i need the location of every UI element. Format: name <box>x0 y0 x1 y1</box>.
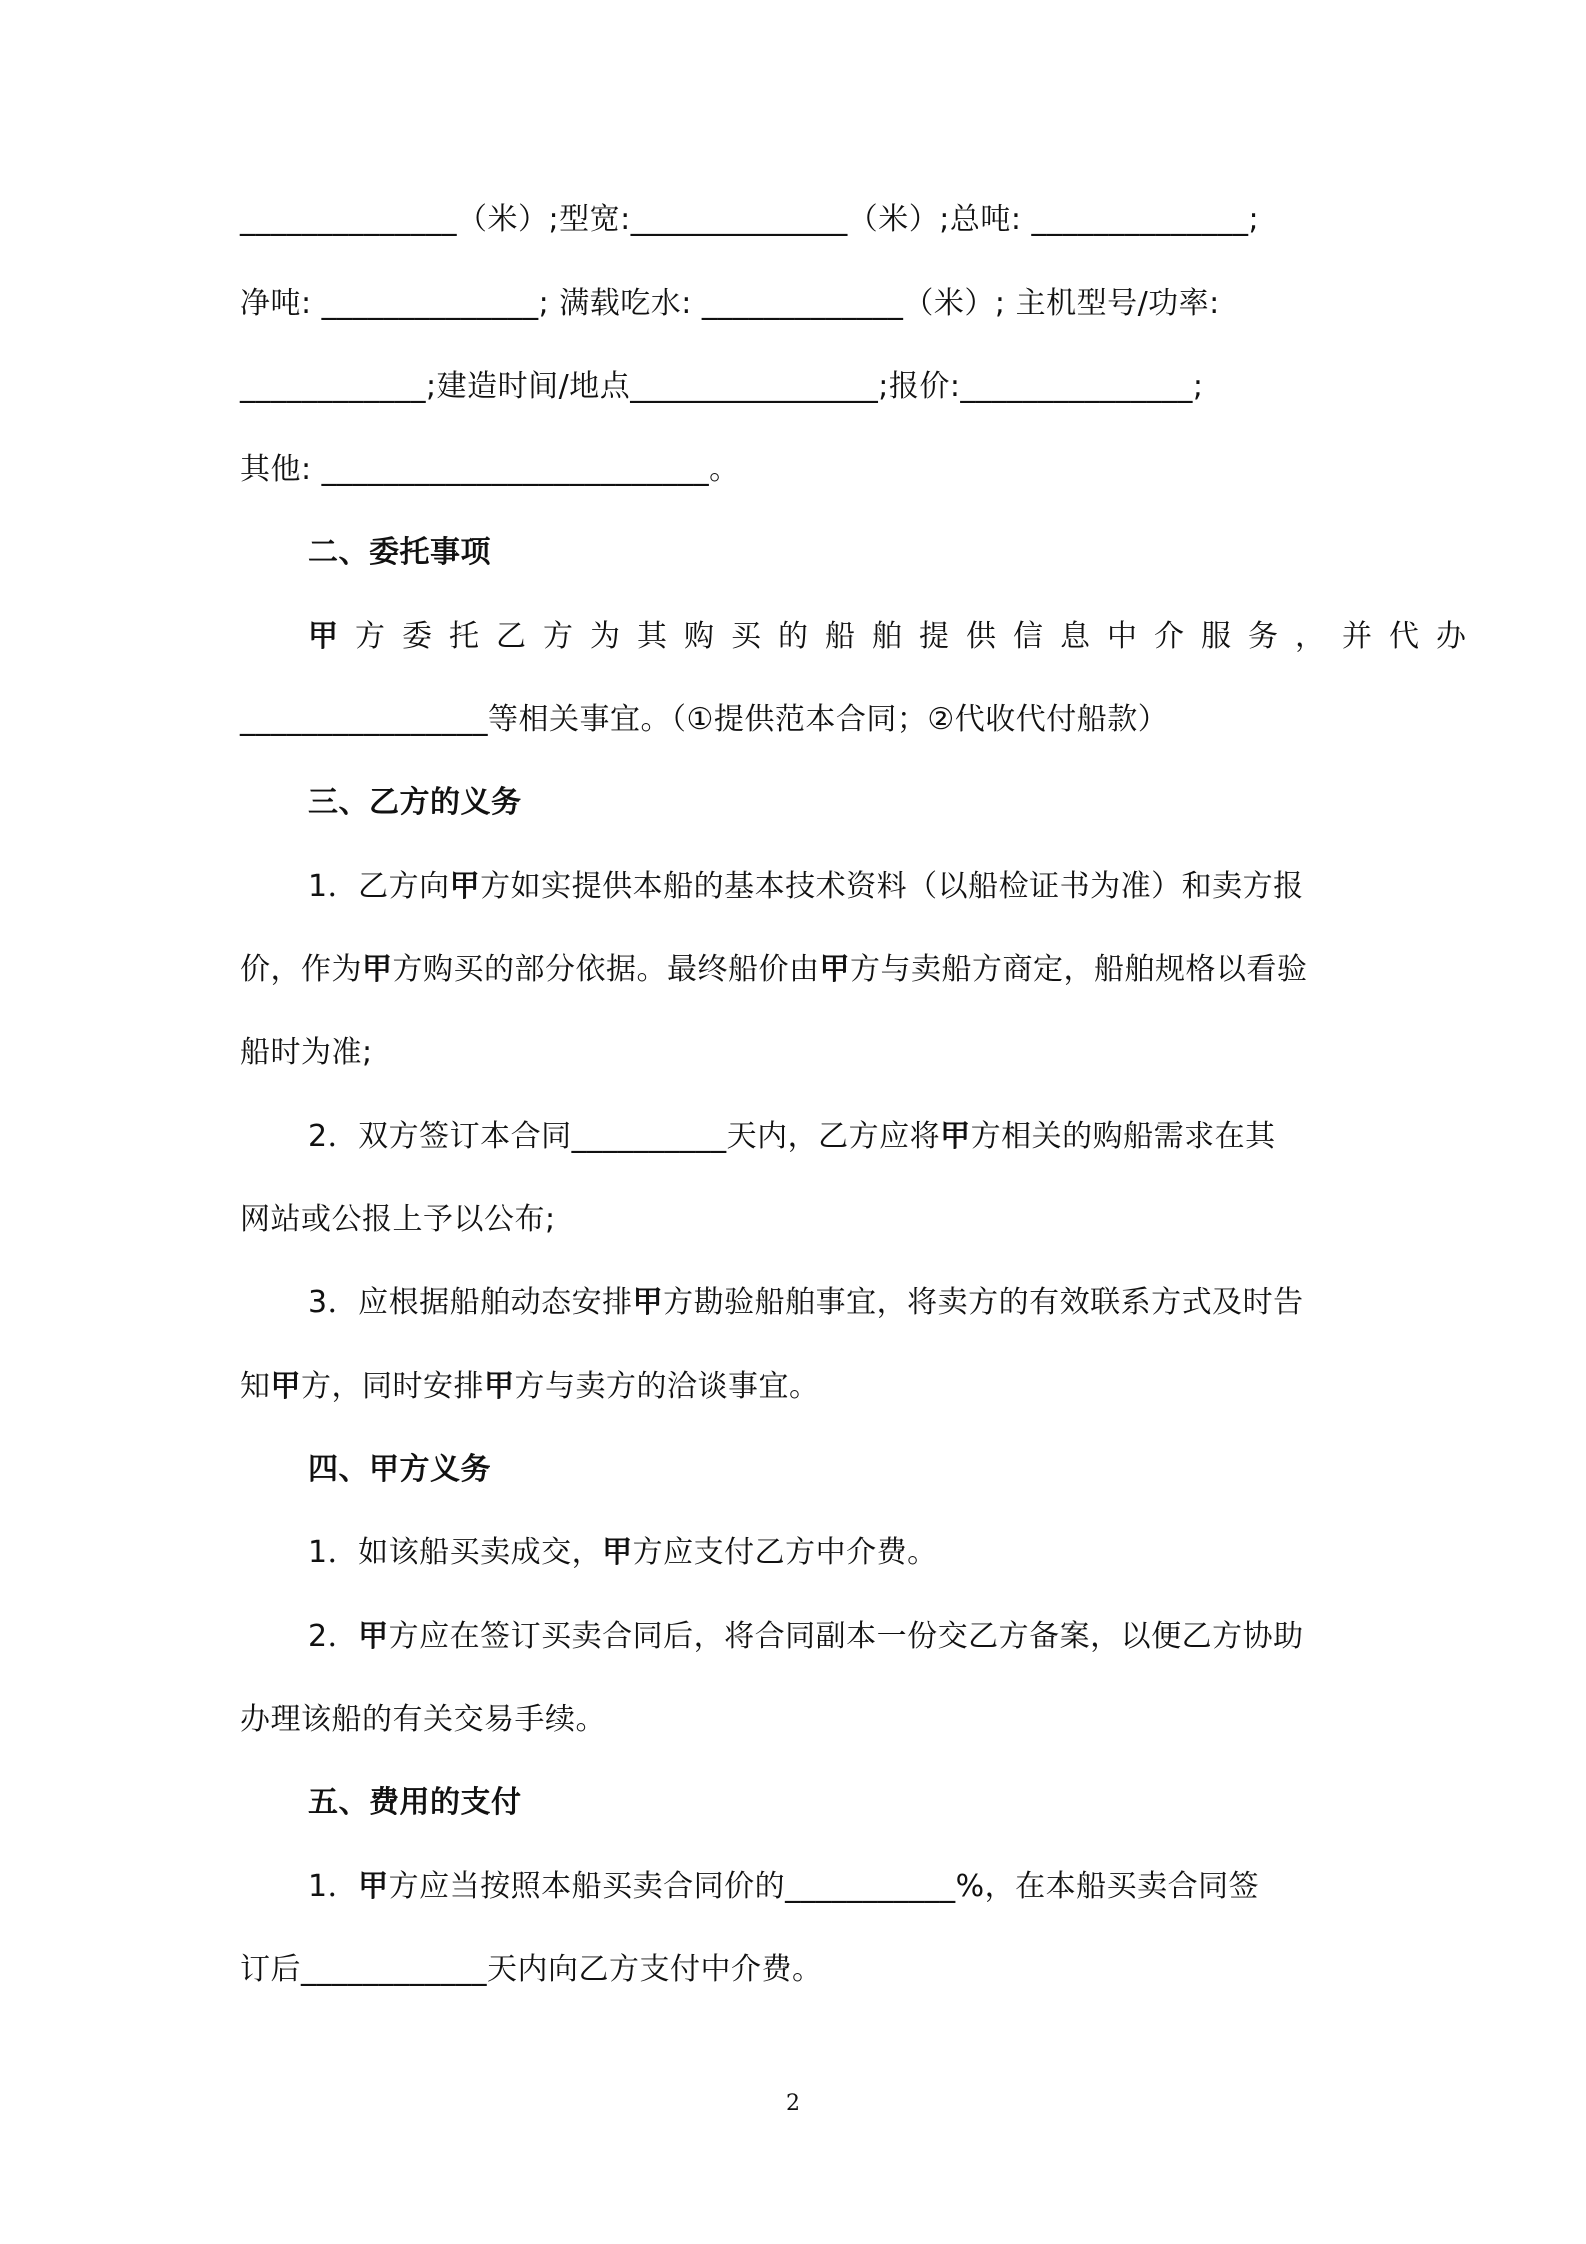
line-text: 方与卖方的洽谈事宜。 <box>514 1369 820 1404</box>
line-text: 1． <box>308 1869 359 1904</box>
line-text: 2．双方签订本合同__________天内，乙方应将 <box>308 1119 941 1154</box>
party-a-label: 甲 <box>449 869 481 904</box>
line-text: 知 <box>240 1369 271 1404</box>
line-text: 方，同时安排 <box>301 1369 484 1404</box>
line-text: 方应在签订买卖合同后，将合同副本一份交乙方备案，以便乙方协助 <box>388 1619 1304 1654</box>
page-number: 2 <box>786 2091 800 2116</box>
line-entrustment <box>0 617 1586 657</box>
line-text: 3．应根据船舶动态安排 <box>308 1285 633 1320</box>
line-text: ________________等相关事宜。（①提供范本合同；②代收代付船款） <box>240 702 1169 737</box>
party-a-label: 甲 <box>358 1619 389 1654</box>
line-obligation-2 <box>0 1117 1586 1157</box>
line-party-a-obligation-2 <box>0 1617 1586 1657</box>
line-party-a-obligation-1 <box>0 1533 1586 1573</box>
party-a-label: 甲 <box>484 1369 515 1404</box>
line-text: 方应当按照本船买卖合同价的___________%，在本船买卖合同签 <box>388 1869 1260 1904</box>
line-text: 净吨: ______________; 满载吃水: _____________（米）; 主机型号/功率: <box>240 286 1220 321</box>
line-build-time-price <box>0 367 1586 407</box>
section-heading-entrusted-matters <box>0 533 1586 573</box>
line-obligation-3-end <box>0 1367 1586 1407</box>
line-text: 方相关的购船需求在其 <box>970 1119 1276 1154</box>
line-text: ____________;建造时间/地点________________;报价:_______________; <box>240 369 1204 404</box>
section-heading-payment <box>0 1783 1586 1823</box>
line-text: 订后____________天内向乙方支付中介费。 <box>240 1952 823 1987</box>
line-text: 方委托乙 <box>355 619 543 654</box>
party-a-label: 甲 <box>602 1535 633 1570</box>
line-text: ______________（米）;型宽:______________（米）;总吨: ______________; <box>240 202 1260 237</box>
line-text: 船时为准; <box>240 1035 373 1070</box>
line-obligation-1 <box>0 867 1586 907</box>
line-obligation-2-end <box>0 1200 1586 1240</box>
party-a-label: 甲 <box>819 952 850 987</box>
line-text: 网站或公报上予以公布; <box>240 1202 556 1237</box>
line-obligation-1-end <box>0 1033 1586 1073</box>
line-related-matters <box>0 700 1586 740</box>
line-text: 1．如该船买卖成交， <box>308 1535 603 1570</box>
line-text: 方与卖船方商定，船舶规格以看验 <box>850 952 1308 987</box>
section-heading-party-b-obligations <box>0 783 1586 823</box>
party-a-label: 甲 <box>362 952 393 987</box>
line-payment-1-end <box>0 1950 1586 1990</box>
party-a-label: 甲 <box>632 1285 664 1320</box>
party-a-label: 甲 <box>940 1119 971 1154</box>
line-text: 方如实提供本船的基本技术资料（以船检证书为准）和卖方报 <box>480 869 1304 904</box>
heading-text: 甲 <box>369 1452 400 1487</box>
line-other <box>0 450 1586 490</box>
line-text: 2． <box>308 1619 359 1654</box>
line-party-a-obligation-2-end <box>0 1700 1586 1740</box>
line-obligation-3 <box>0 1283 1586 1323</box>
heading-text: 三、乙方的义务 <box>308 785 522 820</box>
line-text: 1．乙方向 <box>308 869 450 904</box>
heading-text: 五、费用的支付 <box>308 1785 522 1820</box>
line-text: 方勘验船舶事宜，将卖方的有效联系方式及时告 <box>663 1285 1304 1320</box>
party-a-label: 甲 <box>308 619 355 654</box>
party-a-label: 甲 <box>270 1369 301 1404</box>
line-text: 其他: _________________________。 <box>240 452 740 487</box>
heading-text: 四、 <box>308 1452 369 1487</box>
section-heading-party-a-obligations <box>0 1450 1586 1490</box>
heading-text: 方义务 <box>399 1452 491 1487</box>
line-text: 价，作为 <box>240 952 362 987</box>
party-a-label: 甲 <box>358 1869 389 1904</box>
line-text: 方为其购买的船舶提供信息中介服务，并代办 <box>543 619 1483 654</box>
line-net-tonnage-draft <box>0 284 1586 324</box>
line-obligation-1-cont <box>0 950 1586 990</box>
line-tonnage-dimensions <box>0 200 1586 240</box>
line-text: 方购买的部分依据。最终船价由 <box>392 952 820 987</box>
heading-text: 二、委托事项 <box>308 535 491 570</box>
line-text: 办理该船的有关交易手续。 <box>240 1702 606 1737</box>
line-text: 方应支付乙方中介费。 <box>632 1535 938 1570</box>
line-payment-1 <box>0 1867 1586 1907</box>
